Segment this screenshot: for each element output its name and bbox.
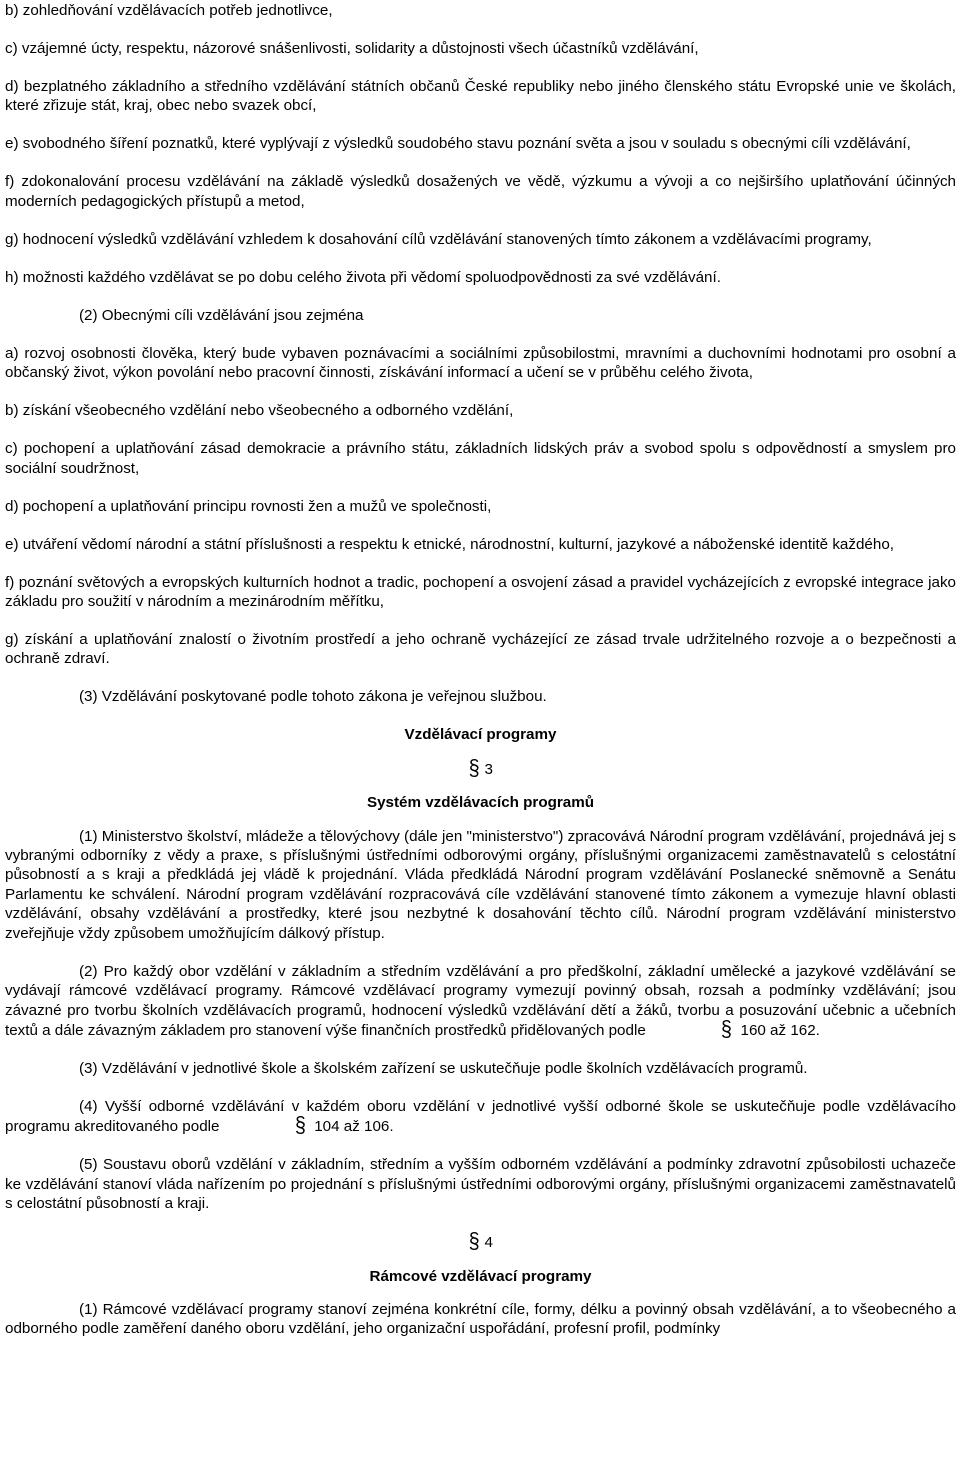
paragraph: (1) Ministerstvo školství, mládeže a tělovýchovy (dále jen "ministerstvo") zpracovává Národní program vzdělávání, projednává jej s vybranými odborníky z vědy a praxe, s příslušnými ústředními odborovými orgány, příslušnými organizacemi zaměstnavatelů s celostátní působností a s kraji a předkládá jej vládě k projednání. Vláda předkládá Národní program vzdělávání Poslanecké sněmovně a Senátu Parlamentu ke schválení. Národní program vzdělávání rozpracovává cíle vzdělávání stanovené tímto zákonem a vymezuje hlavní oblasti vzdělávání, obsahy vzdělávání a prostředky, které jsou nezbytné k dosahování těchto cílů. Národní program vzdělávání ministerstvo zveřejňuje vždy způsobem umožňujícím dálkový přístup. (5, 827, 956, 942)
paragraph-text: (2) Pro každý obor vzdělání v základním a středním vzdělávání a pro předškolní, základní umělecké a jazykové vzdělávání se vydávají rámcové vzdělávací programy. Rámcové vzdělávací programy vymezují povinný obsah, rozsah a podmínky vzdělávání; jsou závazné pro tvorbu školních vzdělávacích programů, hodnocení výsledků vzdělávání dětí a žáků, tvorbu a posuzování učebnic a učebních textů a dále závazným základem pro stanovení výše finančních prostředků přidělovaných podle (5, 962, 956, 1039)
list-item: g) získání a uplatňování znalostí o životním prostředí a jeho ochraně vycházející ze zásad trvale udržitelného rozvoje a o bezpečnosti a ochraně zdraví. (5, 631, 956, 668)
section-number (5, 754, 956, 780)
paragraph-text: 104 až 106. (314, 1118, 394, 1136)
section-title: Rámcové vzdělávací programy (369, 1267, 592, 1285)
list-item: h) možnosti každého vzdělávat se po dobu celého života při vědomí spoluodpovědnosti za své vzdělávání. (5, 268, 721, 286)
list-item: g) hodnocení výsledků vzdělávání vzhledem k dosahování cílů vzdělávání stanovených tímto zákonem a vzdělávacími programy, (5, 230, 872, 248)
paragraph-text: (4) Vyšší odborné vzdělávání v každém oboru vzdělání v jednotlivé vyšší odborné škole se uskutečňuje podle vzdělávacího programu akreditovaného podle (5, 1097, 956, 1136)
heading-vzdelavaci-programy: Vzdělávací programy (404, 726, 557, 744)
list-item: d) bezplatného základního a středního vzdělávání státních občanů České republiky nebo jiného členského státu Evropské unie ve školách, které zřizuje stát, kraj, obec nebo svazek obcí, (5, 78, 956, 115)
paragraph-2-intro: (2) Obecnými cíli vzdělávání jsou zejména (79, 306, 364, 324)
list-item: d) pochopení a uplatňování principu rovnosti žen a mužů ve společnosti, (5, 497, 492, 515)
list-item: c) pochopení a uplatňování zásad demokracie a právního státu, základních lidských práv a svobod spolu s odpovědností a smyslem pro sociální soudržnost, (5, 440, 956, 477)
document-page (5, 1, 956, 1339)
list-item: f) zdokonalování procesu vzdělávání na základě výsledků dosažených ve vědě, výzkumu a vývoji a co nejširšího uplatňování účinných moderních pedagogických přístupů a metod, (5, 173, 956, 210)
section-number-value: 4 (484, 1234, 493, 1252)
section-number-value: 3 (484, 760, 493, 778)
section-sign-icon: § (468, 1228, 480, 1254)
section-number (5, 1228, 956, 1254)
list-item: c) vzájemné úcty, respektu, názorové snášenlivosti, solidarity a důstojnosti všech účastníků vzdělávání, (5, 40, 699, 57)
list-item: b) získání všeobecného vzdělání nebo všeobecného a odborného vzdělání, (5, 402, 514, 420)
section-sign-icon: § (468, 754, 480, 780)
list-item: a) rozvoj osobnosti člověka, který bude vybaven poznávacími a sociálními způsobilostmi, mravními a duchovními hodnotami pro osobní a občanský život, výkon povolání nebo pracovní činnosti, získávání informací a učení se v průběhu celého života, (5, 344, 956, 382)
list-item: e) svobodného šíření poznatků, které vyplývají z výsledků soudobého stavu poznání světa a jsou v souladu s obecnými cíli vzdělávání, (5, 135, 911, 153)
paragraph: (5) Soustavu oborů vzdělání v základním, středním a vyšším odborném vzdělávání a podmínky zdravotní způsobilosti uchazeče ke vzdělávání stanoví vláda nařízením po projednání s příslušnými ústředními odborovými orgány, příslušnými organizacemi zaměstnavatelů s celostátní působností a kraji. (5, 1156, 956, 1213)
list-item: b) zohledňování vzdělávacích potřeb jednotlivce, (5, 2, 333, 19)
paragraph (5, 1097, 956, 1137)
paragraph: (1) Rámcové vzdělávací programy stanoví zejména konkrétní cíle, formy, délku a povinný obsah vzdělávání, a to všeobecného a odborného podle zaměření daného oboru vzdělání, jeho organizační uspořádání, profesní profil, podmínky (5, 1300, 956, 1338)
list-item: f) poznání světových a evropských kulturních hodnot a tradic, pochopení a osvojení zásad a pravidel vycházejících z evropské integrace jako základu pro soužití v národním a mezinárodním měřítku, (5, 573, 956, 611)
paragraph-text: 160 až 162. (740, 1021, 820, 1039)
paragraph: (3) Vzdělávání v jednotlivé škole a školském zařízení se uskutečňuje podle školních vzdělávacích programů. (79, 1059, 808, 1077)
list-item: e) utváření vědomí národní a státní příslušnosti a respektu k etnické, národnostní, kulturní, jazykové a náboženské identitě každého, (5, 535, 894, 553)
section-sign-icon: § (720, 1015, 732, 1041)
section-sign-icon: § (294, 1112, 306, 1138)
paragraph-3: (3) Vzdělávání poskytované podle tohoto zákona je veřejnou službou. (79, 688, 547, 706)
paragraph (5, 962, 956, 1041)
section-title: Systém vzdělávacích programů (366, 794, 595, 812)
